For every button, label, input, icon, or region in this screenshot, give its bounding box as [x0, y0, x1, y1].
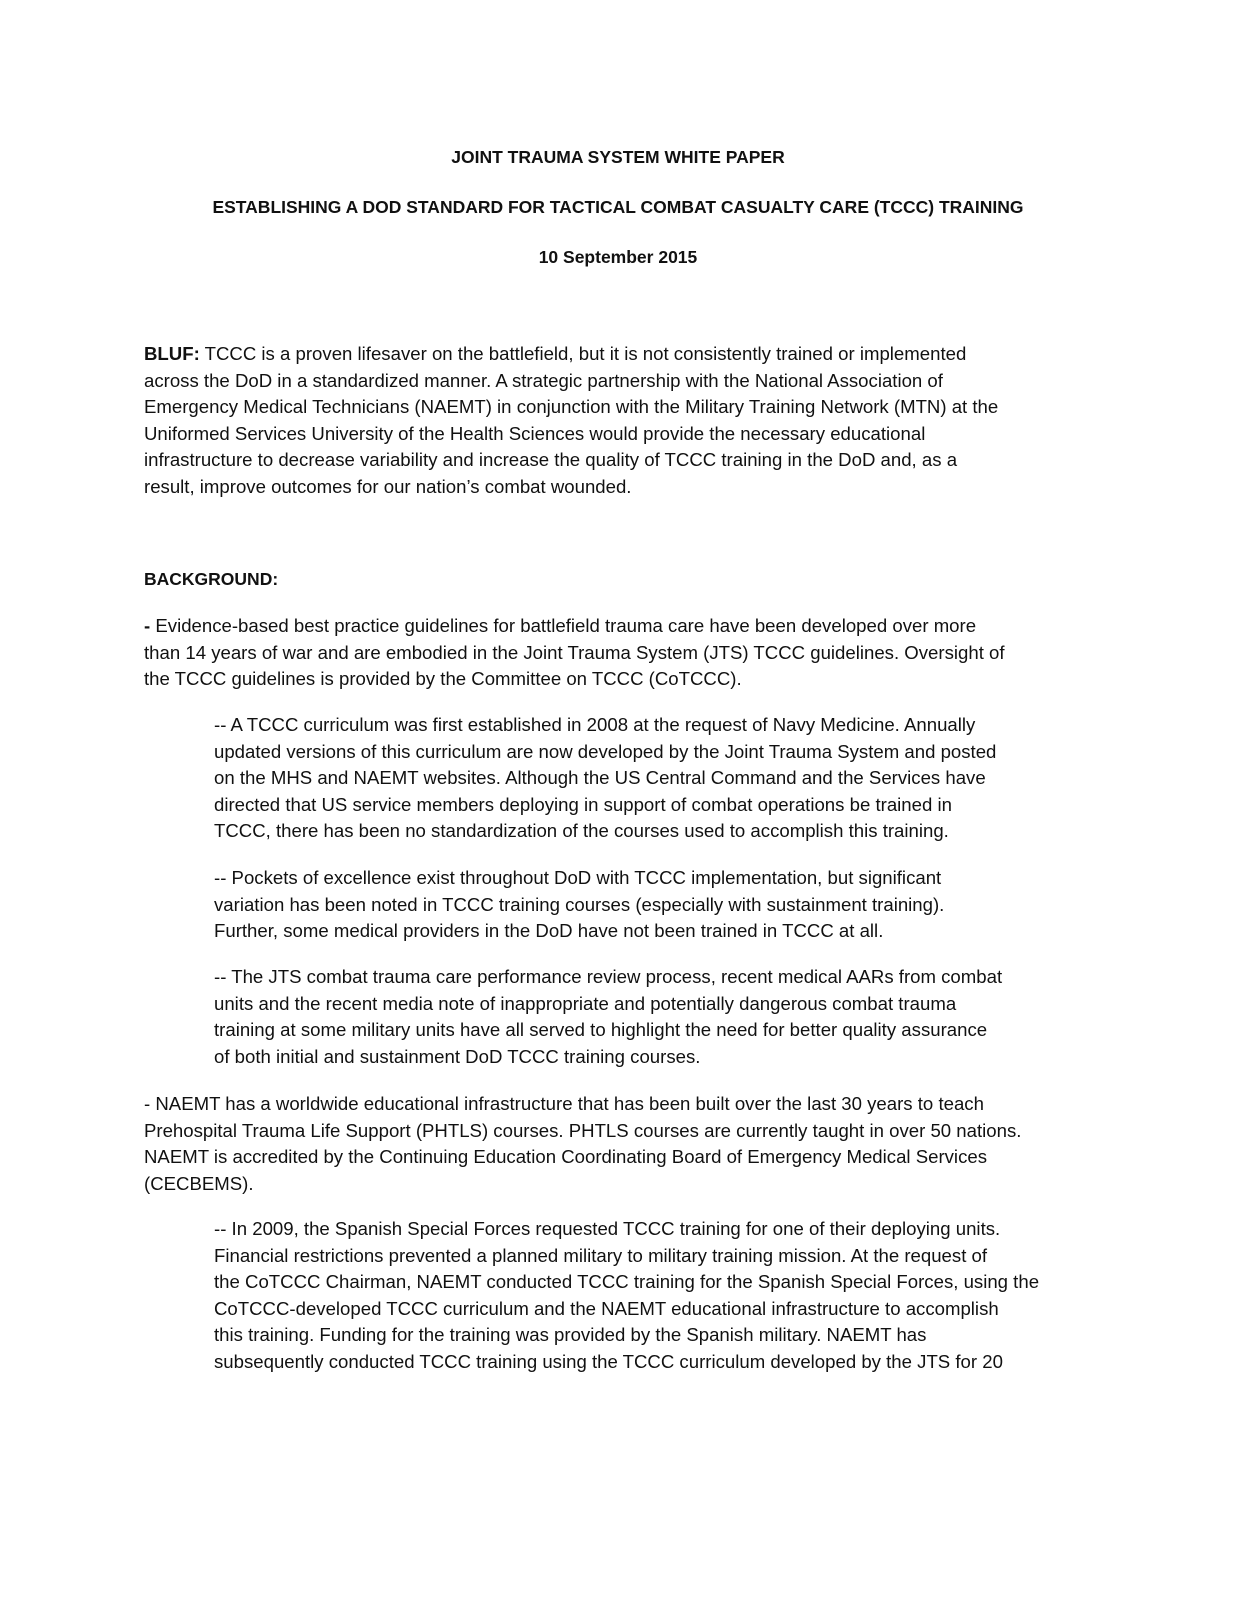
paragraph-line: - NAEMT has a worldwide educational infrastructure that has been built over the last 30 years to teach: [144, 1093, 984, 1114]
bluf-line: Uniformed Services University of the Health Sciences would provide the necessary educational: [144, 422, 926, 444]
paragraph-line: Financial restrictions prevented a planned military to military training mission. At the request of: [214, 1244, 988, 1266]
subparagraph-excellence: [214, 865, 944, 945]
paragraph-line: directed that US service members deploying in support of combat operations be trained in: [214, 793, 952, 815]
subparagraph-spanish-forces: [214, 1216, 1039, 1376]
paragraph-line: of both initial and sustainment DoD TCCC training courses.: [214, 1045, 701, 1067]
paragraph-line: the CoTCCC Chairman, NAEMT conducted TCCC training for the Spanish Special Forces, using the: [214, 1271, 1040, 1293]
paragraph-line: -- In 2009, the Spanish Special Forces requested TCCC training for one of their deploying units.: [214, 1218, 1001, 1239]
paragraph-line: -- Pockets of excellence exist throughout DoD with TCCC implementation, but significant: [214, 867, 942, 888]
subparagraph-review-process: [214, 964, 1002, 1070]
paragraph-line: NAEMT is accredited by the Continuing Education Coordinating Board of Emergency Medical Services: [144, 1146, 988, 1168]
paragraph-line-text: Evidence-based best practice guidelines for battlefield trauma care have been developed over more: [150, 615, 977, 636]
background-paragraph-guidelines: [144, 613, 1005, 693]
paragraph-line: [144, 613, 1005, 640]
paragraph-line: training at some military units have all served to highlight the need for better quality assurance: [214, 1019, 988, 1041]
paragraph-line: TCCC, there has been no standardization of the courses used to accomplish this training.: [214, 820, 949, 842]
paragraph-line: -- The JTS combat trauma care performance review process, recent medical AARs from combat: [214, 966, 1003, 987]
document-date: 10 September 2015: [538, 247, 698, 267]
paragraph-line: than 14 years of war and are embodied in the Joint Trauma System (JTS) TCCC guidelines. Oversight of: [144, 641, 1005, 663]
paragraph-line: on the MHS and NAEMT websites. Although the US Central Command and the Services have: [214, 767, 986, 789]
bluf-paragraph: [144, 341, 998, 501]
bluf-label: BLUF:: [144, 343, 200, 364]
bluf-line: result, improve outcomes for our nation’s combat wounded.: [144, 475, 632, 497]
document-subtitle: ESTABLISHING A DOD STANDARD FOR TACTICAL COMBAT CASUALTY CARE (TCCC) TRAINING: [212, 197, 1024, 217]
subparagraph-curriculum: [214, 712, 996, 845]
bluf-line: [144, 341, 998, 368]
paragraph-line: CoTCCC-developed TCCC curriculum and the NAEMT educational infrastructure to accomplish: [214, 1297, 999, 1319]
document-title: JOINT TRAUMA SYSTEM WHITE PAPER: [451, 147, 785, 167]
paragraph-line: the TCCC guidelines is provided by the Committee on TCCC (CoTCCC).: [144, 668, 742, 690]
bluf-line: Emergency Medical Technicians (NAEMT) in conjunction with the Military Training Network (MTN) at the: [144, 396, 999, 418]
paragraph-line: Prehospital Trauma Life Support (PHTLS) courses. PHTLS courses are currently taught in over 50 nations.: [144, 1119, 1022, 1141]
bluf-line: across the DoD in a standardized manner. A strategic partnership with the National Association of: [144, 369, 943, 391]
paragraph-line: (CECBEMS).: [144, 1172, 254, 1194]
bluf-line-text: TCCC is a proven lifesaver on the battlefield, but it is not consistently trained or implemented: [204, 343, 967, 364]
background-heading: BACKGROUND:: [144, 569, 279, 589]
paragraph-line: subsequently conducted TCCC training using the TCCC curriculum developed by the JTS for 20: [214, 1350, 1003, 1372]
paragraph-line: units and the recent media note of inappropriate and potentially dangerous combat trauma: [214, 992, 957, 1014]
bluf-line: infrastructure to decrease variability and increase the quality of TCCC training in the DoD and, as a: [144, 449, 958, 471]
paragraph-line: -- A TCCC curriculum was first established in 2008 at the request of Navy Medicine. Annually: [214, 714, 976, 735]
background-paragraph-naemt: [144, 1091, 1021, 1197]
bullet-dash: -: [144, 615, 151, 636]
paragraph-line: this training. Funding for the training was provided by the Spanish military. NAEMT has: [214, 1324, 927, 1346]
paragraph-line: variation has been noted in TCCC training courses (especially with sustainment training).: [214, 893, 945, 915]
paragraph-line: Further, some medical providers in the DoD have not been trained in TCCC at all.: [214, 920, 884, 942]
paragraph-line: updated versions of this curriculum are now developed by the Joint Trauma System and posted: [214, 740, 997, 762]
